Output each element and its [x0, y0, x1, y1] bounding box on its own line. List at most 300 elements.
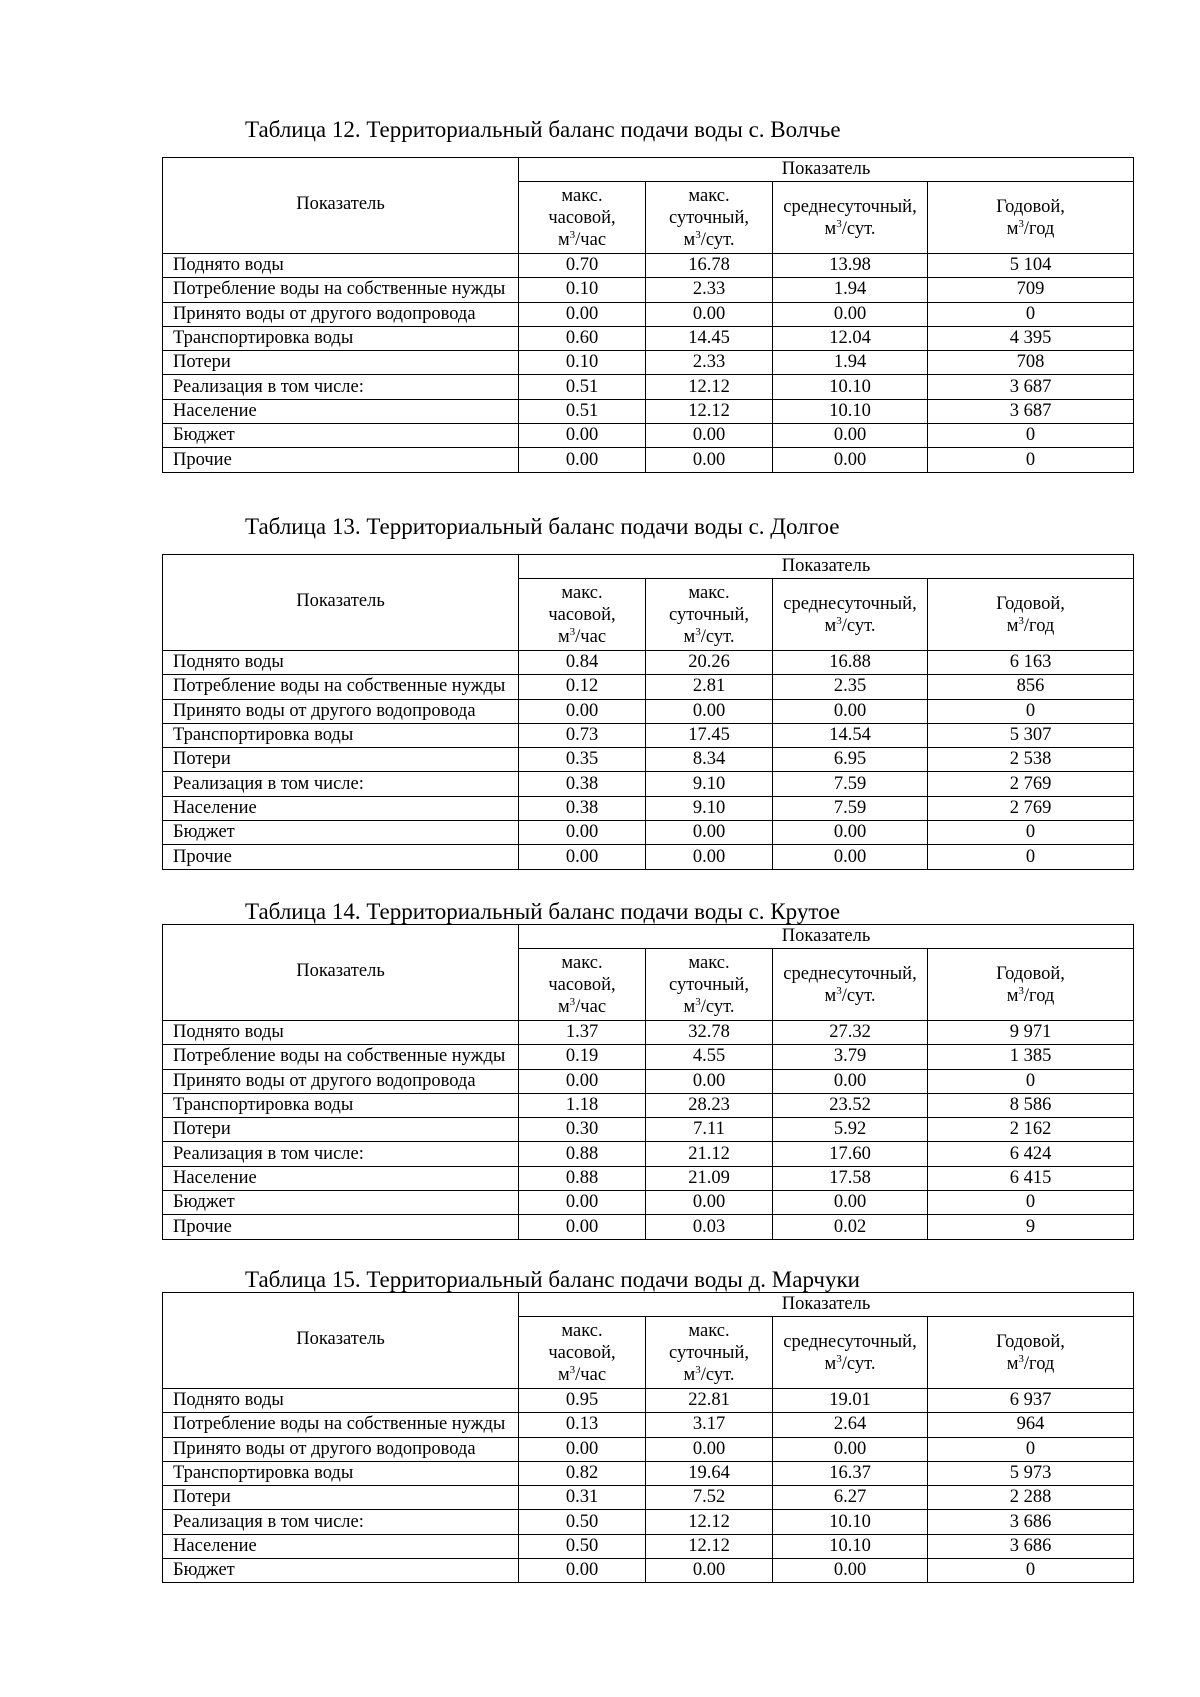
cell-value: 0.88 [519, 1142, 646, 1166]
cell-value: 2 162 [928, 1118, 1134, 1142]
unit-text: /сут. [841, 218, 876, 239]
cell-value: 0.50 [519, 1534, 646, 1558]
cell-value: 6 163 [928, 651, 1134, 675]
header-indicator: Показатель [163, 158, 519, 254]
unit-text: /час [575, 229, 607, 250]
table-row [163, 326, 1134, 350]
cell-value: 32.78 [646, 1021, 773, 1045]
cell-value: 4.55 [646, 1045, 773, 1069]
header-avg-daily [773, 1317, 928, 1389]
cell-value: 12.12 [646, 1534, 773, 1558]
cell-value: 7.59 [773, 772, 928, 796]
cell-value: 0.70 [519, 254, 646, 278]
table-header [163, 158, 1134, 254]
table-caption: Таблица 13. Территориальный баланс подачи воды с. Долгое [245, 514, 840, 539]
cell-value: 3 686 [928, 1510, 1134, 1534]
unit-text: /сут. [700, 996, 735, 1017]
row-label: Транспортировка воды [163, 723, 519, 747]
cell-value: 0.10 [519, 278, 646, 302]
cell-value: 0.00 [646, 1191, 773, 1215]
cell-value: 0.00 [646, 1069, 773, 1093]
cell-value: 0.31 [519, 1486, 646, 1510]
cell-value: 2 769 [928, 796, 1134, 820]
table-row [163, 772, 1134, 796]
cell-value: 0 [928, 821, 1134, 845]
cell-value: 0.00 [773, 845, 928, 869]
unit-text: /сут. [841, 1353, 876, 1374]
table-row [163, 845, 1134, 869]
cell-value: 2.64 [773, 1413, 928, 1437]
cell-value: 0.00 [519, 424, 646, 448]
cell-value: 17.45 [646, 723, 773, 747]
cell-value: 0.00 [519, 1215, 646, 1239]
cell-value: 0.38 [519, 772, 646, 796]
row-label: Поднято воды [163, 254, 519, 278]
header-max-daily [646, 182, 773, 254]
balance-table [162, 157, 1134, 473]
table-row [163, 254, 1134, 278]
cell-value: 10.10 [773, 375, 928, 399]
unit-text: м [824, 1353, 837, 1374]
cell-value: 2.35 [773, 675, 928, 699]
table-row [163, 796, 1134, 820]
cell-value: 3.17 [646, 1413, 773, 1437]
row-label: Потери [163, 748, 519, 772]
header-indicator: Показатель [163, 555, 519, 651]
header-line: макс. [561, 185, 603, 206]
table-row [163, 723, 1134, 747]
cell-value: 14.45 [646, 326, 773, 350]
cell-value: 23.52 [773, 1093, 928, 1117]
cell-value: 12.04 [773, 326, 928, 350]
table-row [163, 278, 1134, 302]
unit-exponent: 3 [569, 228, 576, 241]
cell-value: 2.33 [646, 351, 773, 375]
row-label: Потребление воды на собственные нужды [163, 1045, 519, 1069]
cell-value: 0.38 [519, 796, 646, 820]
cell-value: 0.00 [519, 448, 646, 472]
unit-text: /год [1023, 1353, 1055, 1374]
row-label: Поднято воды [163, 1389, 519, 1413]
cell-value: 16.88 [773, 651, 928, 675]
cell-value: 0.12 [519, 675, 646, 699]
cell-value: 0.88 [519, 1166, 646, 1190]
header-group: Показатель [519, 158, 1134, 182]
unit-text: м [683, 996, 696, 1017]
cell-value: 17.58 [773, 1166, 928, 1190]
unit-text: м [1006, 218, 1019, 239]
cell-value: 0.00 [646, 821, 773, 845]
cell-value: 0.00 [519, 302, 646, 326]
cell-value: 1.37 [519, 1021, 646, 1045]
row-label: Население [163, 1166, 519, 1190]
unit-text: /сут. [841, 615, 876, 636]
header-avg-daily [773, 949, 928, 1021]
row-label: Принято воды от другого водопровода [163, 302, 519, 326]
header-max-hourly [519, 949, 646, 1021]
cell-value: 0.00 [519, 1069, 646, 1093]
header-line: макс. [688, 1320, 730, 1341]
header-line: макс. [688, 952, 730, 973]
row-label: Принято воды от другого водопровода [163, 699, 519, 723]
unit-text: /сут. [700, 1364, 735, 1385]
cell-value: 0.19 [519, 1045, 646, 1069]
unit-text: м [824, 985, 837, 1006]
table-row [163, 1437, 1134, 1461]
header-group: Показатель [519, 1293, 1134, 1317]
cell-value: 2.33 [646, 278, 773, 302]
row-label: Потери [163, 1118, 519, 1142]
cell-value: 0 [928, 1069, 1134, 1093]
balance-table [162, 1292, 1134, 1583]
cell-value: 1.94 [773, 278, 928, 302]
cell-value: 0.10 [519, 351, 646, 375]
header-line: суточный, [669, 974, 749, 995]
cell-value: 8 586 [928, 1093, 1134, 1117]
unit-text: /год [1023, 985, 1055, 1006]
header-max-hourly [519, 1317, 646, 1389]
cell-value: 0 [928, 424, 1134, 448]
unit-exponent: 3 [836, 614, 842, 627]
cell-value: 9.10 [646, 796, 773, 820]
row-label: Бюджет [163, 424, 519, 448]
row-label: Транспортировка воды [163, 1461, 519, 1485]
cell-value: 9 [928, 1215, 1134, 1239]
table-header [163, 555, 1134, 651]
header-line: суточный, [669, 604, 749, 625]
row-label: Поднято воды [163, 1021, 519, 1045]
unit-text: м [824, 218, 837, 239]
table-row [163, 1534, 1134, 1558]
table-caption: Таблица 14. Территориальный баланс подачи воды с. Крутое [245, 899, 841, 924]
table-row [163, 351, 1134, 375]
unit-exponent: 3 [1018, 984, 1024, 997]
table-row [163, 1118, 1134, 1142]
cell-value: 21.12 [646, 1142, 773, 1166]
header-line: макс. [561, 952, 603, 973]
cell-value: 10.10 [773, 399, 928, 423]
header-annual [928, 1317, 1134, 1389]
unit-text: /год [1023, 218, 1055, 239]
header-line: часовой, [548, 207, 616, 228]
table-header [163, 1293, 1134, 1389]
row-label: Население [163, 1534, 519, 1558]
table-row [163, 821, 1134, 845]
unit-exponent: 3 [1018, 1352, 1024, 1365]
header-line: макс. [561, 1320, 603, 1341]
table-row [163, 1413, 1134, 1437]
cell-value: 0 [928, 1559, 1134, 1583]
row-label: Потери [163, 1486, 519, 1510]
cell-value: 0 [928, 448, 1134, 472]
table-row [163, 1142, 1134, 1166]
cell-value: 0 [928, 1437, 1134, 1461]
cell-value: 0.13 [519, 1413, 646, 1437]
cell-value: 6 415 [928, 1166, 1134, 1190]
cell-value: 27.32 [773, 1021, 928, 1045]
balance-table [162, 924, 1134, 1240]
header-group: Показатель [519, 925, 1134, 949]
cell-value: 0.00 [646, 424, 773, 448]
header-max-hourly [519, 182, 646, 254]
cell-value: 5 104 [928, 254, 1134, 278]
cell-value: 0.00 [646, 845, 773, 869]
table-row [163, 1510, 1134, 1534]
cell-value: 0.00 [773, 302, 928, 326]
unit-exponent: 3 [695, 1363, 701, 1376]
cell-value: 0 [928, 699, 1134, 723]
row-label: Бюджет [163, 1191, 519, 1215]
cell-value: 0.00 [646, 1559, 773, 1583]
cell-value: 0 [928, 1191, 1134, 1215]
cell-value: 2.81 [646, 675, 773, 699]
row-label: Бюджет [163, 1559, 519, 1583]
header-max-hourly [519, 579, 646, 651]
cell-value: 1.94 [773, 351, 928, 375]
cell-value: 0.00 [646, 302, 773, 326]
cell-value: 14.54 [773, 723, 928, 747]
table-row [163, 1559, 1134, 1583]
cell-value: 16.78 [646, 254, 773, 278]
header-line: Годовой, [996, 963, 1065, 984]
cell-value: 3.79 [773, 1045, 928, 1069]
cell-value: 964 [928, 1413, 1134, 1437]
cell-value: 5 973 [928, 1461, 1134, 1485]
cell-value: 17.60 [773, 1142, 928, 1166]
cell-value: 5.92 [773, 1118, 928, 1142]
table-header [163, 925, 1134, 1021]
row-label: Транспортировка воды [163, 1093, 519, 1117]
row-label: Поднято воды [163, 651, 519, 675]
unit-text: м [557, 996, 570, 1017]
unit-exponent: 3 [569, 1363, 576, 1376]
cell-value: 0 [928, 845, 1134, 869]
cell-value: 0.50 [519, 1510, 646, 1534]
cell-value: 3 687 [928, 399, 1134, 423]
cell-value: 8.34 [646, 748, 773, 772]
header-group: Показатель [519, 555, 1134, 579]
cell-value: 0.00 [519, 845, 646, 869]
table-row [163, 1215, 1134, 1239]
row-label: Население [163, 796, 519, 820]
table-row [163, 1021, 1134, 1045]
balance-table [162, 554, 1134, 870]
header-indicator: Показатель [163, 925, 519, 1021]
table-row [163, 675, 1134, 699]
cell-value: 28.23 [646, 1093, 773, 1117]
cell-value: 16.37 [773, 1461, 928, 1485]
cell-value: 4 395 [928, 326, 1134, 350]
cell-value: 9.10 [646, 772, 773, 796]
header-line: макс. [561, 582, 603, 603]
unit-text: м [1006, 615, 1019, 636]
header-indicator: Показатель [163, 1293, 519, 1389]
row-label: Принято воды от другого водопровода [163, 1437, 519, 1461]
unit-text: м [557, 1364, 570, 1385]
cell-value: 0.00 [519, 1191, 646, 1215]
cell-value: 0.35 [519, 748, 646, 772]
cell-value: 6 424 [928, 1142, 1134, 1166]
cell-value: 2 538 [928, 748, 1134, 772]
cell-value: 0.84 [519, 651, 646, 675]
row-label: Транспортировка воды [163, 326, 519, 350]
table-row [163, 375, 1134, 399]
unit-text: м [683, 1364, 696, 1385]
unit-exponent: 3 [695, 625, 701, 638]
unit-text: м [1006, 1353, 1019, 1374]
unit-text: /сут. [700, 229, 735, 250]
cell-value: 0.00 [519, 1559, 646, 1583]
unit-text: /год [1023, 615, 1055, 636]
table-row [163, 1461, 1134, 1485]
header-max-daily [646, 949, 773, 1021]
row-label: Население [163, 399, 519, 423]
cell-value: 21.09 [646, 1166, 773, 1190]
header-annual [928, 579, 1134, 651]
header-line: часовой, [548, 1342, 616, 1363]
cell-value: 0.00 [646, 1437, 773, 1461]
row-label: Потребление воды на собственные нужды [163, 278, 519, 302]
cell-value: 5 307 [928, 723, 1134, 747]
unit-text: /час [575, 1364, 607, 1385]
unit-exponent: 3 [569, 625, 576, 638]
table-row [163, 1069, 1134, 1093]
row-label: Потребление воды на собственные нужды [163, 1413, 519, 1437]
cell-value: 0.02 [773, 1215, 928, 1239]
unit-text: /сут. [700, 626, 735, 647]
table-row [163, 1389, 1134, 1413]
table-caption: Таблица 12. Территориальный баланс подачи воды с. Волчье [245, 117, 841, 142]
cell-value: 12.12 [646, 1510, 773, 1534]
cell-value: 9 971 [928, 1021, 1134, 1045]
table-row [163, 399, 1134, 423]
table-row [163, 1045, 1134, 1069]
header-line: среднесуточный, [783, 593, 917, 614]
cell-value: 0.00 [519, 1437, 646, 1461]
unit-text: м [557, 229, 570, 250]
unit-text: м [824, 615, 837, 636]
header-line: суточный, [669, 207, 749, 228]
header-line: среднесуточный, [783, 1331, 917, 1352]
row-label: Прочие [163, 1215, 519, 1239]
cell-value: 0.03 [646, 1215, 773, 1239]
table-row [163, 1486, 1134, 1510]
cell-value: 0.00 [646, 699, 773, 723]
unit-exponent: 3 [695, 995, 701, 1008]
header-line: Годовой, [996, 1331, 1065, 1352]
table-row [163, 748, 1134, 772]
unit-text: м [683, 626, 696, 647]
cell-value: 0.00 [773, 1437, 928, 1461]
cell-value: 7.52 [646, 1486, 773, 1510]
cell-value: 0.51 [519, 399, 646, 423]
cell-value: 12.12 [646, 399, 773, 423]
cell-value: 0.00 [773, 424, 928, 448]
table-row [163, 699, 1134, 723]
header-line: макс. [688, 185, 730, 206]
unit-exponent: 3 [1018, 217, 1024, 230]
unit-exponent: 3 [836, 1352, 842, 1365]
unit-text: /час [575, 996, 607, 1017]
header-line: Годовой, [996, 593, 1065, 614]
header-max-daily [646, 1317, 773, 1389]
header-annual [928, 949, 1134, 1021]
cell-value: 2 769 [928, 772, 1134, 796]
header-line: макс. [688, 582, 730, 603]
header-max-daily [646, 579, 773, 651]
cell-value: 0.30 [519, 1118, 646, 1142]
cell-value: 709 [928, 278, 1134, 302]
unit-exponent: 3 [695, 228, 701, 241]
cell-value: 1.18 [519, 1093, 646, 1117]
header-line: среднесуточный, [783, 196, 917, 217]
cell-value: 0.82 [519, 1461, 646, 1485]
cell-value: 0.00 [519, 699, 646, 723]
header-line: часовой, [548, 974, 616, 995]
row-label: Прочие [163, 845, 519, 869]
cell-value: 708 [928, 351, 1134, 375]
row-label: Реализация в том числе: [163, 1510, 519, 1534]
cell-value: 0.00 [773, 1559, 928, 1583]
cell-value: 0 [928, 302, 1134, 326]
header-avg-daily [773, 579, 928, 651]
header-line: Годовой, [996, 196, 1065, 217]
header-line: суточный, [669, 1342, 749, 1363]
cell-value: 10.10 [773, 1534, 928, 1558]
cell-value: 3 687 [928, 375, 1134, 399]
cell-value: 856 [928, 675, 1134, 699]
cell-value: 2 288 [928, 1486, 1134, 1510]
cell-value: 0.00 [773, 699, 928, 723]
row-label: Потребление воды на собственные нужды [163, 675, 519, 699]
cell-value: 6.95 [773, 748, 928, 772]
cell-value: 0.60 [519, 326, 646, 350]
cell-value: 10.10 [773, 1510, 928, 1534]
row-label: Реализация в том числе: [163, 375, 519, 399]
table-row [163, 1191, 1134, 1215]
table-row [163, 302, 1134, 326]
cell-value: 7.59 [773, 796, 928, 820]
row-label: Реализация в том числе: [163, 772, 519, 796]
cell-value: 0.95 [519, 1389, 646, 1413]
unit-exponent: 3 [836, 217, 842, 230]
row-label: Прочие [163, 448, 519, 472]
cell-value: 7.11 [646, 1118, 773, 1142]
unit-text: м [683, 229, 696, 250]
header-avg-daily [773, 182, 928, 254]
cell-value: 1 385 [928, 1045, 1134, 1069]
cell-value: 0.00 [773, 821, 928, 845]
table-row [163, 1093, 1134, 1117]
row-label: Бюджет [163, 821, 519, 845]
unit-exponent: 3 [1018, 614, 1024, 627]
cell-value: 19.64 [646, 1461, 773, 1485]
header-line: среднесуточный, [783, 963, 917, 984]
table-row [163, 424, 1134, 448]
unit-text: /час [575, 626, 607, 647]
cell-value: 20.26 [646, 651, 773, 675]
cell-value: 0.00 [773, 448, 928, 472]
row-label: Потери [163, 351, 519, 375]
row-label: Реализация в том числе: [163, 1142, 519, 1166]
cell-value: 0.51 [519, 375, 646, 399]
header-line: часовой, [548, 604, 616, 625]
table-row [163, 448, 1134, 472]
unit-exponent: 3 [836, 984, 842, 997]
unit-text: м [1006, 985, 1019, 1006]
cell-value: 3 686 [928, 1534, 1134, 1558]
unit-text: /сут. [841, 985, 876, 1006]
